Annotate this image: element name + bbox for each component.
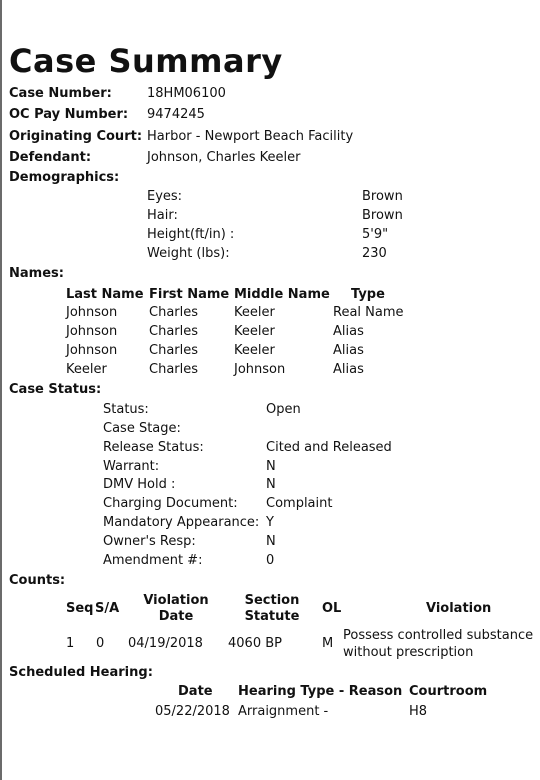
amendment-value: 0: [266, 553, 275, 568]
warrant-label: Warrant:: [103, 459, 160, 474]
demographics-label: Demographics:: [9, 170, 120, 185]
demographics-height-value: 5'9": [362, 227, 389, 242]
names-row-1-last: Johnson: [66, 305, 118, 320]
counts-header-violation-date-line2: Date: [158, 609, 194, 624]
scheduled-hearing-label: Scheduled Hearing:: [9, 665, 153, 680]
oc-pay-number-label: OC Pay Number:: [9, 107, 129, 122]
names-row-4-first: Charles: [149, 362, 199, 377]
counts-row-1-violation-line2: without prescription: [343, 645, 474, 660]
counts-header-violation-date-line1: Violation: [143, 593, 209, 608]
counts-label: Counts:: [9, 573, 66, 588]
names-row-4-type: Alias: [333, 362, 364, 377]
originating-court-label: Originating Court:: [9, 129, 143, 144]
counts-header-section-line2: Statute: [244, 609, 300, 624]
owners-resp-value: N: [266, 534, 276, 549]
dmv-hold-label: DMV Hold :: [103, 477, 176, 492]
counts-row-1-ol: M: [322, 636, 334, 651]
amendment-label: Amendment #:: [103, 553, 203, 568]
demographics-hair-value: Brown: [362, 208, 403, 223]
names-row-3-type: Alias: [333, 343, 364, 358]
counts-header-ol: OL: [322, 601, 342, 616]
charging-document-value: Complaint: [266, 496, 333, 511]
names-label: Names:: [9, 266, 64, 281]
names-row-1-middle: Keeler: [234, 305, 275, 320]
counts-row-1-section: 4060 BP: [228, 636, 282, 651]
demographics-hair-label: Hair:: [147, 208, 178, 223]
counts-header-violation: Violation: [426, 601, 492, 616]
defendant-label: Defendant:: [9, 150, 92, 165]
names-header-middle-name: Middle Name: [234, 287, 330, 302]
names-row-3-first: Charles: [149, 343, 199, 358]
owners-resp-label: Owner's Resp:: [103, 534, 196, 549]
hearing-header-courtroom: Courtroom: [409, 684, 488, 699]
counts-row-1-date: 04/19/2018: [128, 636, 203, 651]
names-row-1-type: Real Name: [333, 305, 404, 320]
names-header-last-name: Last Name: [66, 287, 144, 302]
case-number-value: 18HM06100: [147, 86, 226, 101]
hearing-row-1-type: Arraignment -: [238, 704, 329, 719]
demographics-weight-label: Weight (lbs):: [147, 246, 230, 261]
defendant-value: Johnson, Charles Keeler: [147, 150, 301, 165]
mandatory-appearance-label: Mandatory Appearance:: [103, 515, 260, 530]
hearing-header-type-reason: Hearing Type - Reason: [238, 684, 403, 699]
hearing-row-1-date: 05/22/2018: [155, 704, 230, 719]
originating-court-value: Harbor - Newport Beach Facility: [147, 129, 354, 144]
counts-header-section-line1: Section: [244, 593, 300, 608]
names-row-2-first: Charles: [149, 324, 199, 339]
release-status-label: Release Status:: [103, 440, 204, 455]
demographics-height-label: Height(ft/in) :: [147, 227, 235, 242]
names-row-4-middle: Johnson: [234, 362, 286, 377]
status-label: Status:: [103, 402, 149, 417]
names-row-2-middle: Keeler: [234, 324, 275, 339]
demographics-weight-value: 230: [362, 246, 387, 261]
names-row-3-last: Johnson: [66, 343, 118, 358]
hearing-row-1-courtroom: H8: [409, 704, 428, 719]
names-row-2-type: Alias: [333, 324, 364, 339]
counts-header-sa: S/A: [95, 601, 120, 616]
case-status-label: Case Status:: [9, 382, 102, 397]
counts-header-seq: Seq: [66, 601, 94, 616]
names-row-1-first: Charles: [149, 305, 199, 320]
page-border: [0, 0, 2, 780]
warrant-value: N: [266, 459, 276, 474]
charging-document-label: Charging Document:: [103, 496, 238, 511]
counts-row-1-sa: 0: [96, 636, 105, 651]
names-row-3-middle: Keeler: [234, 343, 275, 358]
names-row-4-last: Keeler: [66, 362, 107, 377]
status-value: Open: [266, 402, 301, 417]
release-status-value: Cited and Released: [266, 440, 392, 455]
counts-row-1-seq: 1: [66, 636, 75, 651]
names-row-2-last: Johnson: [66, 324, 118, 339]
counts-row-1-violation-line1: Possess controlled substance: [343, 628, 534, 643]
case-number-label: Case Number:: [9, 86, 112, 101]
hearing-header-date: Date: [178, 684, 213, 699]
names-header-first-name: First Name: [149, 287, 230, 302]
oc-pay-number-value: 9474245: [147, 107, 205, 122]
demographics-eyes-value: Brown: [362, 189, 403, 204]
names-header-type: Type: [351, 287, 385, 302]
mandatory-appearance-value: Y: [266, 515, 274, 530]
demographics-eyes-label: Eyes:: [147, 189, 183, 204]
case-stage-label: Case Stage:: [103, 421, 181, 436]
dmv-hold-value: N: [266, 477, 276, 492]
page-title: Case Summary: [9, 42, 283, 80]
